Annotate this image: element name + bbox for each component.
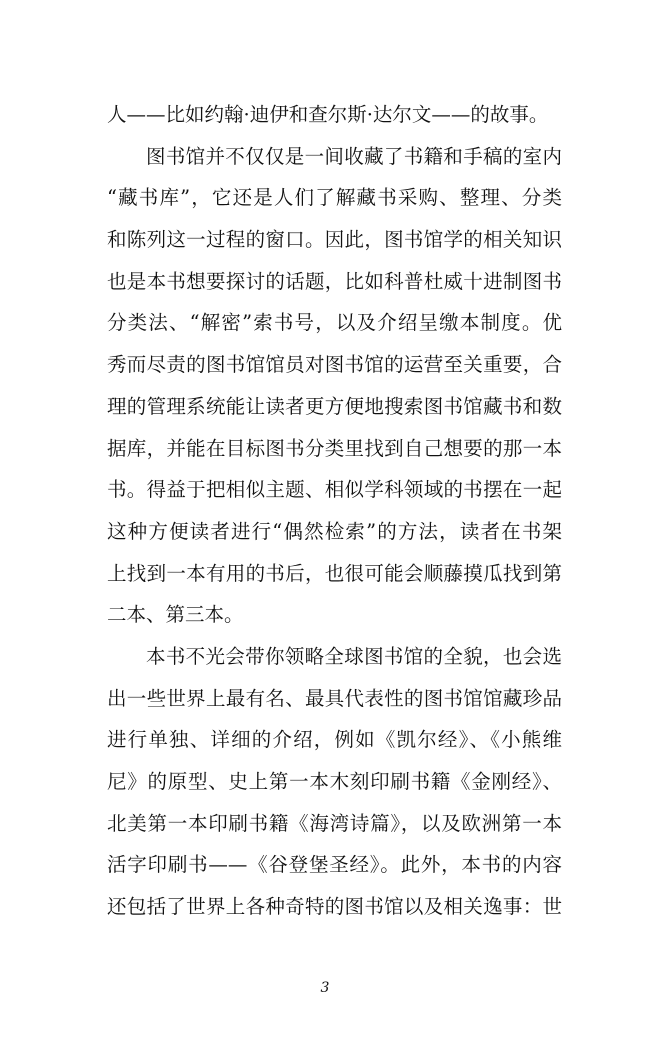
text-line: 北美第一本印刷书籍《海湾诗篇》，以及欧洲第一本 bbox=[107, 811, 562, 835]
text-line-paragraph-start: 本书不光会带你领略全球图书馆的全貌，也会选 bbox=[146, 644, 562, 668]
text-line: 这种方便读者进行“偶然检索”的方法，读者在书架 bbox=[107, 519, 562, 543]
text-line: “藏书库”，它还是人们了解藏书采购、整理、分类 bbox=[107, 186, 562, 210]
text-line: 秀而尽责的图书馆馆员对图书馆的运营至关重要，合 bbox=[107, 353, 562, 377]
text-line: 分类法、“解密”索书号，以及介绍呈缴本制度。优 bbox=[107, 311, 562, 335]
body-text bbox=[107, 94, 562, 928]
text-line: 上找到一本有用的书后，也很可能会顺藤摸瓜找到第 bbox=[107, 561, 562, 585]
text-line-paragraph-end: 二本、第三本。 bbox=[107, 603, 244, 627]
text-line: 据库，并能在目标图书分类里找到自己想要的那一本 bbox=[107, 436, 562, 460]
text-line: 尼》的原型、史上第一本木刻印刷书籍《金刚经》、 bbox=[107, 770, 562, 793]
text-line: 也是本书想要探讨的话题，比如科普杜威十进制图书 bbox=[107, 269, 562, 293]
text-line: 人——比如约翰·迪伊和查尔斯·达尔文——的故事。 bbox=[107, 103, 549, 126]
text-line: 还包括了世界上各种奇特的图书馆以及相关逸事：世 bbox=[107, 895, 562, 919]
text-line: 理的管理系统能让读者更方便地搜索图书馆藏书和数 bbox=[107, 394, 562, 418]
text-line: 活字印刷书——《谷登堡圣经》。此外，本书的内容 bbox=[107, 853, 562, 877]
text-line: 书。得益于把相似主题、相似学科领域的书摆在一起 bbox=[107, 478, 562, 502]
text-line-paragraph-start: 图书馆并不仅仅是一间收藏了书籍和手稿的室内 bbox=[146, 144, 562, 168]
text-line: 出一些世界上最有名、最具代表性的图书馆馆藏珍品 bbox=[107, 686, 562, 710]
text-line: 和陈列这一过程的窗口。因此，图书馆学的相关知识 bbox=[107, 228, 562, 252]
page-number: 3 bbox=[320, 980, 330, 996]
text-line: 进行单独、详细的介绍，例如《凯尔经》、《小熊维 bbox=[107, 728, 562, 752]
